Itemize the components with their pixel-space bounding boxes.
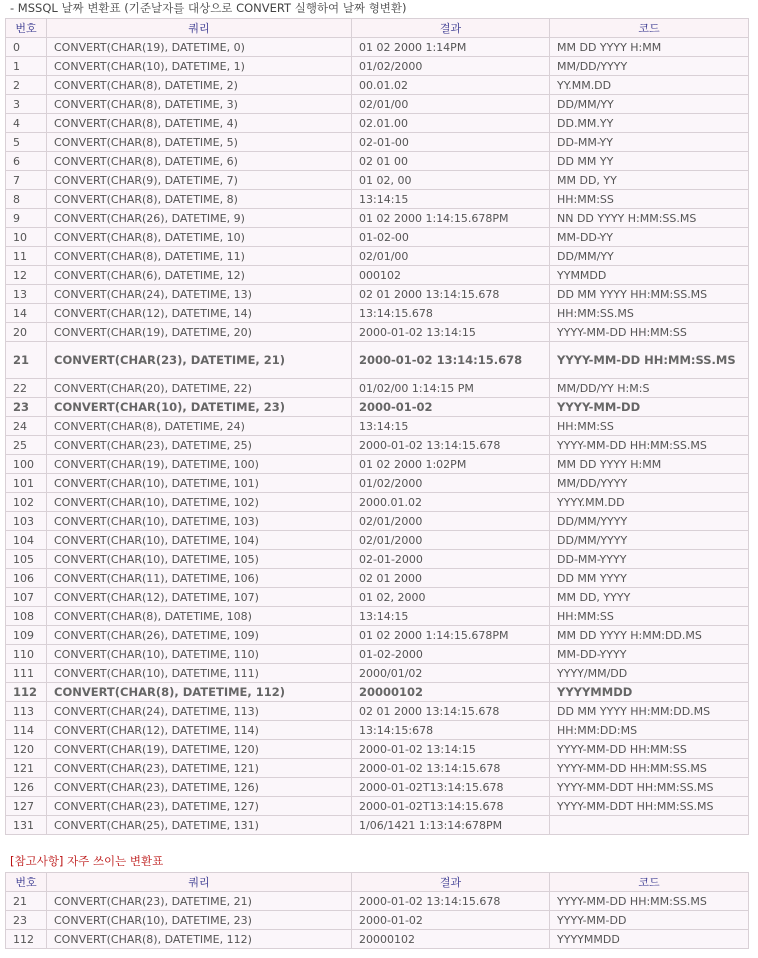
cell-number: 120 [6,740,47,759]
cell-number: 5 [6,133,47,152]
cell-number: 11 [6,247,47,266]
cell-number: 2 [6,76,47,95]
cell-result: 02-01-00 [352,133,550,152]
cell-number: 109 [6,626,47,645]
cell-query: CONVERT(CHAR(23), DATETIME, 21) [47,892,352,911]
header-result: 결과 [352,19,550,38]
cell-number: 4 [6,114,47,133]
cell-code: YYYY-MM-DDT HH:MM:SS.MS [550,778,749,797]
cell-code: DD MM YYYY [550,569,749,588]
cell-result: 2000-01-02T13:14:15.678 [352,778,550,797]
cell-query: CONVERT(CHAR(8), DATETIME, 5) [47,133,352,152]
cell-result: 20000102 [352,930,550,949]
table-row [6,133,749,152]
table-header-row [6,19,749,38]
cell-result: 01/02/00 1:14:15 PM [352,379,550,398]
table-row [6,209,749,228]
cell-query: CONVERT(CHAR(8), DATETIME, 2) [47,76,352,95]
table-row [6,114,749,133]
table-body [6,38,749,835]
page-title: - MSSQL 날짜 변환표 (기준날자를 대상으로 CONVERT 실행하여 날짜 형변환) [10,1,407,15]
cell-code: YYYY-MM-DD HH:MM:SS [550,740,749,759]
cell-query: CONVERT(CHAR(8), DATETIME, 108) [47,607,352,626]
table-row [6,417,749,436]
table-row [6,76,749,95]
cell-number: 23 [6,911,47,930]
cell-number: 107 [6,588,47,607]
cell-number: 23 [6,398,47,417]
table-row [6,607,749,626]
cell-result: 01 02 2000 1:14PM [352,38,550,57]
cell-query: CONVERT(CHAR(23), DATETIME, 21) [47,342,352,379]
cell-code: YYYY-MM-DD [550,911,749,930]
cell-number: 104 [6,531,47,550]
cell-code: HH:MM:SS [550,190,749,209]
cell-query: CONVERT(CHAR(26), DATETIME, 9) [47,209,352,228]
cell-result: 01-02-2000 [352,645,550,664]
cell-code: YYYY-MM-DD HH:MM:SS.MS [550,892,749,911]
cell-code: YYYY/MM/DD [550,664,749,683]
cell-result: 13:14:15.678 [352,304,550,323]
cell-code: YY.MM.DD [550,76,749,95]
table-row [6,911,749,930]
cell-query: CONVERT(CHAR(10), DATETIME, 101) [47,474,352,493]
cell-query: CONVERT(CHAR(8), DATETIME, 4) [47,114,352,133]
cell-code: NN DD YYYY H:MM:SS.MS [550,209,749,228]
cell-result: 2000-01-02 13:14:15.678 [352,436,550,455]
cell-query: CONVERT(CHAR(8), DATETIME, 112) [47,930,352,949]
cell-result: 02/01/2000 [352,512,550,531]
header-code: 코드 [550,19,749,38]
table-header-row [6,873,749,892]
cell-query: CONVERT(CHAR(8), DATETIME, 11) [47,247,352,266]
table-row [6,304,749,323]
cell-number: 24 [6,417,47,436]
cell-result: 02 01 00 [352,152,550,171]
cell-result: 01 02, 2000 [352,588,550,607]
cell-result: 000102 [352,266,550,285]
reference-table [5,872,749,949]
cell-result: 20000102 [352,683,550,702]
cell-result: 02.01.00 [352,114,550,133]
cell-query: CONVERT(CHAR(23), DATETIME, 127) [47,797,352,816]
cell-code: YYYY-MM-DD [550,398,749,417]
cell-code: MM DD YYYY H:MM [550,38,749,57]
cell-query: CONVERT(CHAR(10), DATETIME, 23) [47,911,352,930]
cell-number: 22 [6,379,47,398]
cell-code: DD/MM/YY [550,95,749,114]
table-row [6,323,749,342]
cell-number: 106 [6,569,47,588]
cell-code: MM/DD/YYYY [550,474,749,493]
cell-query: CONVERT(CHAR(10), DATETIME, 1) [47,57,352,76]
cell-number: 111 [6,664,47,683]
cell-number: 121 [6,759,47,778]
cell-query: CONVERT(CHAR(9), DATETIME, 7) [47,171,352,190]
table-row [6,95,749,114]
cell-code: YYYYMMDD [550,683,749,702]
cell-code [550,816,749,835]
cell-query: CONVERT(CHAR(10), DATETIME, 111) [47,664,352,683]
table-row [6,569,749,588]
cell-query: CONVERT(CHAR(8), DATETIME, 24) [47,417,352,436]
cell-number: 105 [6,550,47,569]
cell-result: 01/02/2000 [352,57,550,76]
table-row [6,436,749,455]
cell-number: 102 [6,493,47,512]
cell-code: DD/MM/YY [550,247,749,266]
cell-number: 6 [6,152,47,171]
cell-result: 2000-01-02 13:14:15.678 [352,892,550,911]
cell-number: 1 [6,57,47,76]
cell-query: CONVERT(CHAR(10), DATETIME, 104) [47,531,352,550]
cell-code: YYYY-MM-DD HH:MM:SS.MS [550,436,749,455]
cell-number: 12 [6,266,47,285]
cell-query: CONVERT(CHAR(24), DATETIME, 13) [47,285,352,304]
cell-code: YYYY-MM-DD HH:MM:SS.MS [550,759,749,778]
cell-number: 10 [6,228,47,247]
cell-query: CONVERT(CHAR(23), DATETIME, 121) [47,759,352,778]
table-row [6,379,749,398]
cell-result: 01/02/2000 [352,474,550,493]
cell-result: 2000-01-02 13:14:15.678 [352,342,550,379]
cell-result: 01 02, 00 [352,171,550,190]
table-row [6,645,749,664]
header-result: 결과 [352,873,550,892]
table-row [6,550,749,569]
cell-number: 110 [6,645,47,664]
cell-result: 13:14:15:678 [352,721,550,740]
cell-result: 02 01 2000 13:14:15.678 [352,702,550,721]
cell-number: 8 [6,190,47,209]
header-code: 코드 [550,873,749,892]
table-row [6,778,749,797]
cell-code: MM DD YYYY H:MM:DD.MS [550,626,749,645]
cell-code: YYYY-MM-DD HH:MM:SS [550,323,749,342]
cell-code: HH:MM:SS [550,607,749,626]
cell-result: 13:14:15 [352,607,550,626]
cell-number: 112 [6,930,47,949]
cell-number: 114 [6,721,47,740]
table-row [6,588,749,607]
cell-query: CONVERT(CHAR(6), DATETIME, 12) [47,266,352,285]
cell-code: DD MM YYYY HH:MM:SS.MS [550,285,749,304]
table-row [6,664,749,683]
cell-result: 00.01.02 [352,76,550,95]
cell-query: CONVERT(CHAR(26), DATETIME, 109) [47,626,352,645]
cell-result: 02/01/2000 [352,531,550,550]
cell-number: 3 [6,95,47,114]
table-row [6,190,749,209]
header-no: 번호 [6,873,47,892]
cell-query: CONVERT(CHAR(10), DATETIME, 110) [47,645,352,664]
table-row [6,702,749,721]
reference-table-body [6,892,749,949]
cell-number: 101 [6,474,47,493]
table-row [6,228,749,247]
cell-result: 02 01 2000 13:14:15.678 [352,285,550,304]
cell-code: DD MM YY [550,152,749,171]
cell-code: DD-MM-YYYY [550,550,749,569]
cell-number: 127 [6,797,47,816]
cell-query: CONVERT(CHAR(19), DATETIME, 0) [47,38,352,57]
cell-result: 2000-01-02 [352,398,550,417]
table-row [6,683,749,702]
cell-number: 7 [6,171,47,190]
cell-query: CONVERT(CHAR(19), DATETIME, 120) [47,740,352,759]
cell-code: DD.MM.YY [550,114,749,133]
cell-result: 2000/01/02 [352,664,550,683]
cell-number: 113 [6,702,47,721]
cell-query: CONVERT(CHAR(10), DATETIME, 102) [47,493,352,512]
cell-result: 2000-01-02 13:14:15 [352,740,550,759]
cell-code: MM/DD/YYYY [550,57,749,76]
cell-number: 131 [6,816,47,835]
cell-result: 2000.01.02 [352,493,550,512]
cell-result: 2000-01-02 13:14:15.678 [352,759,550,778]
cell-number: 126 [6,778,47,797]
cell-query: CONVERT(CHAR(24), DATETIME, 113) [47,702,352,721]
cell-query: CONVERT(CHAR(19), DATETIME, 20) [47,323,352,342]
table-row [6,285,749,304]
cell-code: MM-DD-YYYY [550,645,749,664]
cell-code: MM DD YYYY H:MM [550,455,749,474]
cell-query: CONVERT(CHAR(11), DATETIME, 106) [47,569,352,588]
cell-query: CONVERT(CHAR(20), DATETIME, 22) [47,379,352,398]
cell-number: 100 [6,455,47,474]
cell-query: CONVERT(CHAR(8), DATETIME, 8) [47,190,352,209]
cell-query: CONVERT(CHAR(12), DATETIME, 114) [47,721,352,740]
cell-code: YYYY-MM-DD HH:MM:SS.MS [550,342,749,379]
table-row [6,626,749,645]
cell-code: YYYY.MM.DD [550,493,749,512]
cell-result: 01-02-00 [352,228,550,247]
table-row [6,398,749,417]
table-row [6,531,749,550]
table-row [6,816,749,835]
cell-query: CONVERT(CHAR(8), DATETIME, 10) [47,228,352,247]
cell-result: 01 02 2000 1:14:15.678PM [352,626,550,645]
cell-code: MM DD, YY [550,171,749,190]
table-row [6,342,749,379]
table-row [6,740,749,759]
cell-code: MM/DD/YY H:M:S [550,379,749,398]
cell-query: CONVERT(CHAR(10), DATETIME, 105) [47,550,352,569]
cell-result: 02/01/00 [352,95,550,114]
cell-number: 25 [6,436,47,455]
cell-result: 13:14:15 [352,417,550,436]
cell-number: 0 [6,38,47,57]
table-row [6,930,749,949]
cell-query: CONVERT(CHAR(23), DATETIME, 25) [47,436,352,455]
cell-query: CONVERT(CHAR(8), DATETIME, 6) [47,152,352,171]
table-row [6,892,749,911]
table-row [6,493,749,512]
cell-query: CONVERT(CHAR(10), DATETIME, 23) [47,398,352,417]
cell-code: YYYY-MM-DDT HH:MM:SS.MS [550,797,749,816]
cell-code: YYYYMMDD [550,930,749,949]
table-row [6,759,749,778]
cell-number: 13 [6,285,47,304]
table-row [6,171,749,190]
cell-query: CONVERT(CHAR(8), DATETIME, 112) [47,683,352,702]
table-row [6,152,749,171]
cell-number: 112 [6,683,47,702]
header-query: 쿼리 [47,873,352,892]
cell-number: 21 [6,342,47,379]
cell-result: 2000-01-02T13:14:15.678 [352,797,550,816]
cell-result: 02 01 2000 [352,569,550,588]
cell-query: CONVERT(CHAR(12), DATETIME, 14) [47,304,352,323]
date-format-table [5,18,749,835]
table-row [6,266,749,285]
cell-code: MM-DD-YY [550,228,749,247]
cell-number: 103 [6,512,47,531]
cell-code: DD-MM-YY [550,133,749,152]
table-row [6,721,749,740]
cell-query: CONVERT(CHAR(8), DATETIME, 3) [47,95,352,114]
table-row [6,38,749,57]
cell-code: DD/MM/YYYY [550,531,749,550]
table-row [6,797,749,816]
table-row [6,247,749,266]
table-row [6,57,749,76]
cell-result: 2000-01-02 [352,911,550,930]
cell-result: 2000-01-02 13:14:15 [352,323,550,342]
cell-code: DD/MM/YYYY [550,512,749,531]
cell-code: HH:MM:DD:MS [550,721,749,740]
table-row [6,512,749,531]
cell-number: 20 [6,323,47,342]
table-row [6,455,749,474]
cell-code: MM DD, YYYY [550,588,749,607]
cell-result: 02/01/00 [352,247,550,266]
cell-number: 108 [6,607,47,626]
cell-result: 02-01-2000 [352,550,550,569]
cell-query: CONVERT(CHAR(25), DATETIME, 131) [47,816,352,835]
cell-query: CONVERT(CHAR(10), DATETIME, 103) [47,512,352,531]
cell-code: DD MM YYYY HH:MM:DD.MS [550,702,749,721]
cell-query: CONVERT(CHAR(19), DATETIME, 100) [47,455,352,474]
cell-query: CONVERT(CHAR(23), DATETIME, 126) [47,778,352,797]
cell-result: 1/06/1421 1:13:14:678PM [352,816,550,835]
cell-code: YYMMDD [550,266,749,285]
cell-result: 13:14:15 [352,190,550,209]
cell-number: 21 [6,892,47,911]
header-no: 번호 [6,19,47,38]
cell-query: CONVERT(CHAR(12), DATETIME, 107) [47,588,352,607]
cell-code: HH:MM:SS [550,417,749,436]
header-query: 쿼리 [47,19,352,38]
cell-number: 14 [6,304,47,323]
cell-result: 01 02 2000 1:14:15.678PM [352,209,550,228]
cell-code: HH:MM:SS.MS [550,304,749,323]
table-row [6,474,749,493]
cell-result: 01 02 2000 1:02PM [352,455,550,474]
reference-title: [참고사항] 자주 쓰이는 변환표 [10,854,164,868]
cell-number: 9 [6,209,47,228]
